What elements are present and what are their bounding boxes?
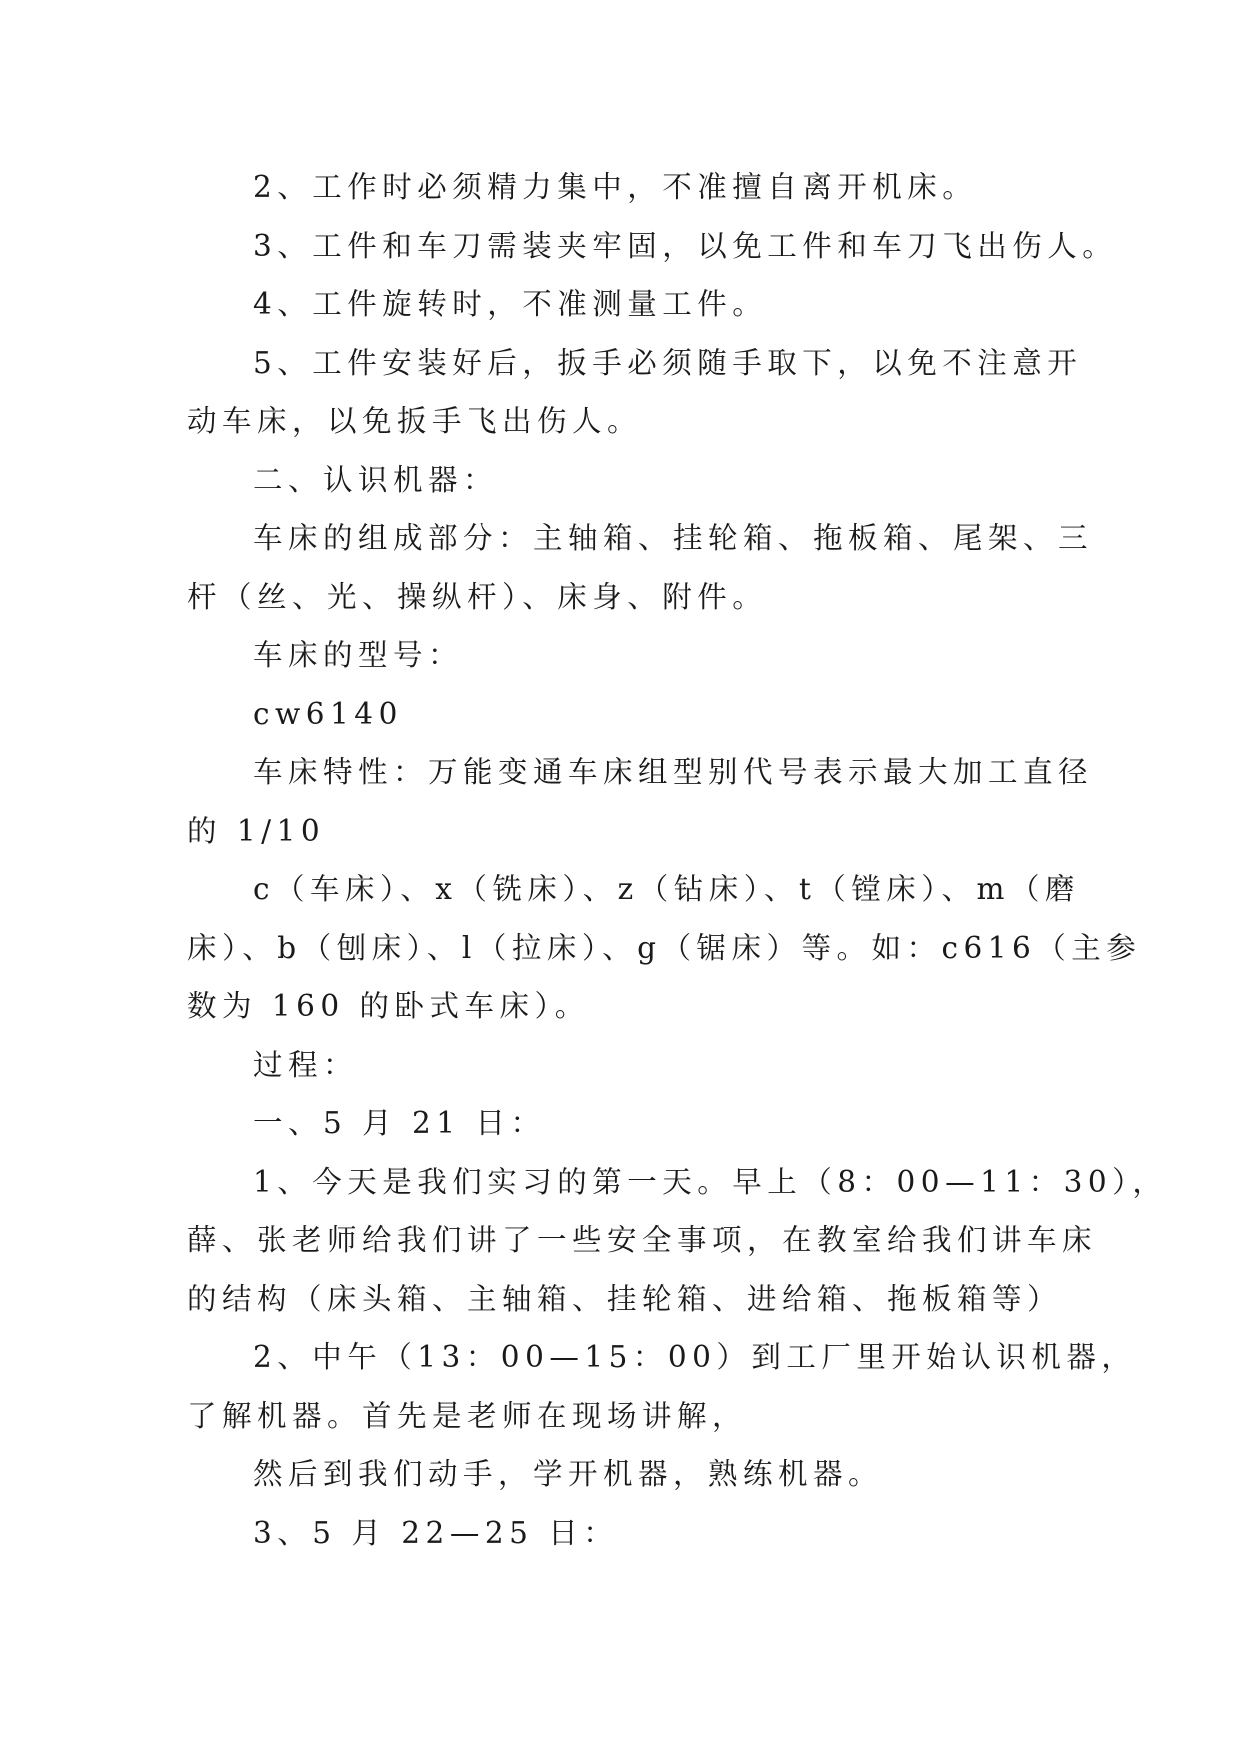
text-line: 车床特性：万能变通车床组型别代号表示最大加工直径 [253, 755, 1094, 789]
text-line: 然后到我们动手，学开机器，熟练机器。 [253, 1457, 884, 1491]
text-line: 4、工件旋转时，不准测量工件。 [253, 287, 768, 321]
text-line: 3、工件和车刀需装夹牢固，以免工件和车刀飞出伤人。 [253, 228, 1118, 263]
text-line: 薛、张老师给我们讲了一些安全事项，在教室给我们讲车床 [187, 1223, 1098, 1257]
section-heading: 一、5 月 21 日： [253, 1106, 546, 1140]
text-line: 2、工作时必须精力集中，不准擅自离开机床。 [253, 170, 978, 204]
text-line: 数为 160 的卧式车床）。 [187, 989, 590, 1023]
section-heading: 二、认识机器： [253, 462, 499, 497]
text-line: 的 1/10 [187, 813, 326, 848]
text-line: c（车床）、x（铣床）、z（钻床）、t（镗床）、m（磨 [253, 872, 1081, 906]
text-line: 5、工件安装好后，扳手必须随手取下，以免不注意开 [253, 345, 1083, 380]
text-line: 车床的组成部分：主轴箱、挂轮箱、拖板箱、尾架、三 [253, 521, 1094, 555]
text-line: 杆（丝、光、操纵杆）、床身、附件。 [187, 579, 768, 614]
document-body [187, 158, 1168, 1562]
text-line: 车床的型号： [253, 638, 464, 672]
text-line: 1、今天是我们实习的第一天。早上（8：00—11：30）， [253, 1164, 1168, 1199]
section-heading: 过程： [253, 1047, 359, 1082]
text-line: 3、5 月 22—25 日： [253, 1515, 619, 1550]
text-line: 动车床，以免扳手飞出伤人。 [187, 404, 643, 438]
text-line: 2、中午（13：00—15：00）到工厂里开始认识机器， [253, 1340, 1137, 1374]
text-line: 的结构（床头箱、主轴箱、挂轮箱、进给箱、拖板箱等） [187, 1281, 1063, 1316]
text-line: 了解机器。首先是老师在现场讲解， [187, 1398, 748, 1433]
text-line: 床）、b（刨床）、l（拉床）、g（锯床）等。如：c616（主参 [187, 930, 1142, 965]
text-line: cw6140 [253, 696, 403, 731]
